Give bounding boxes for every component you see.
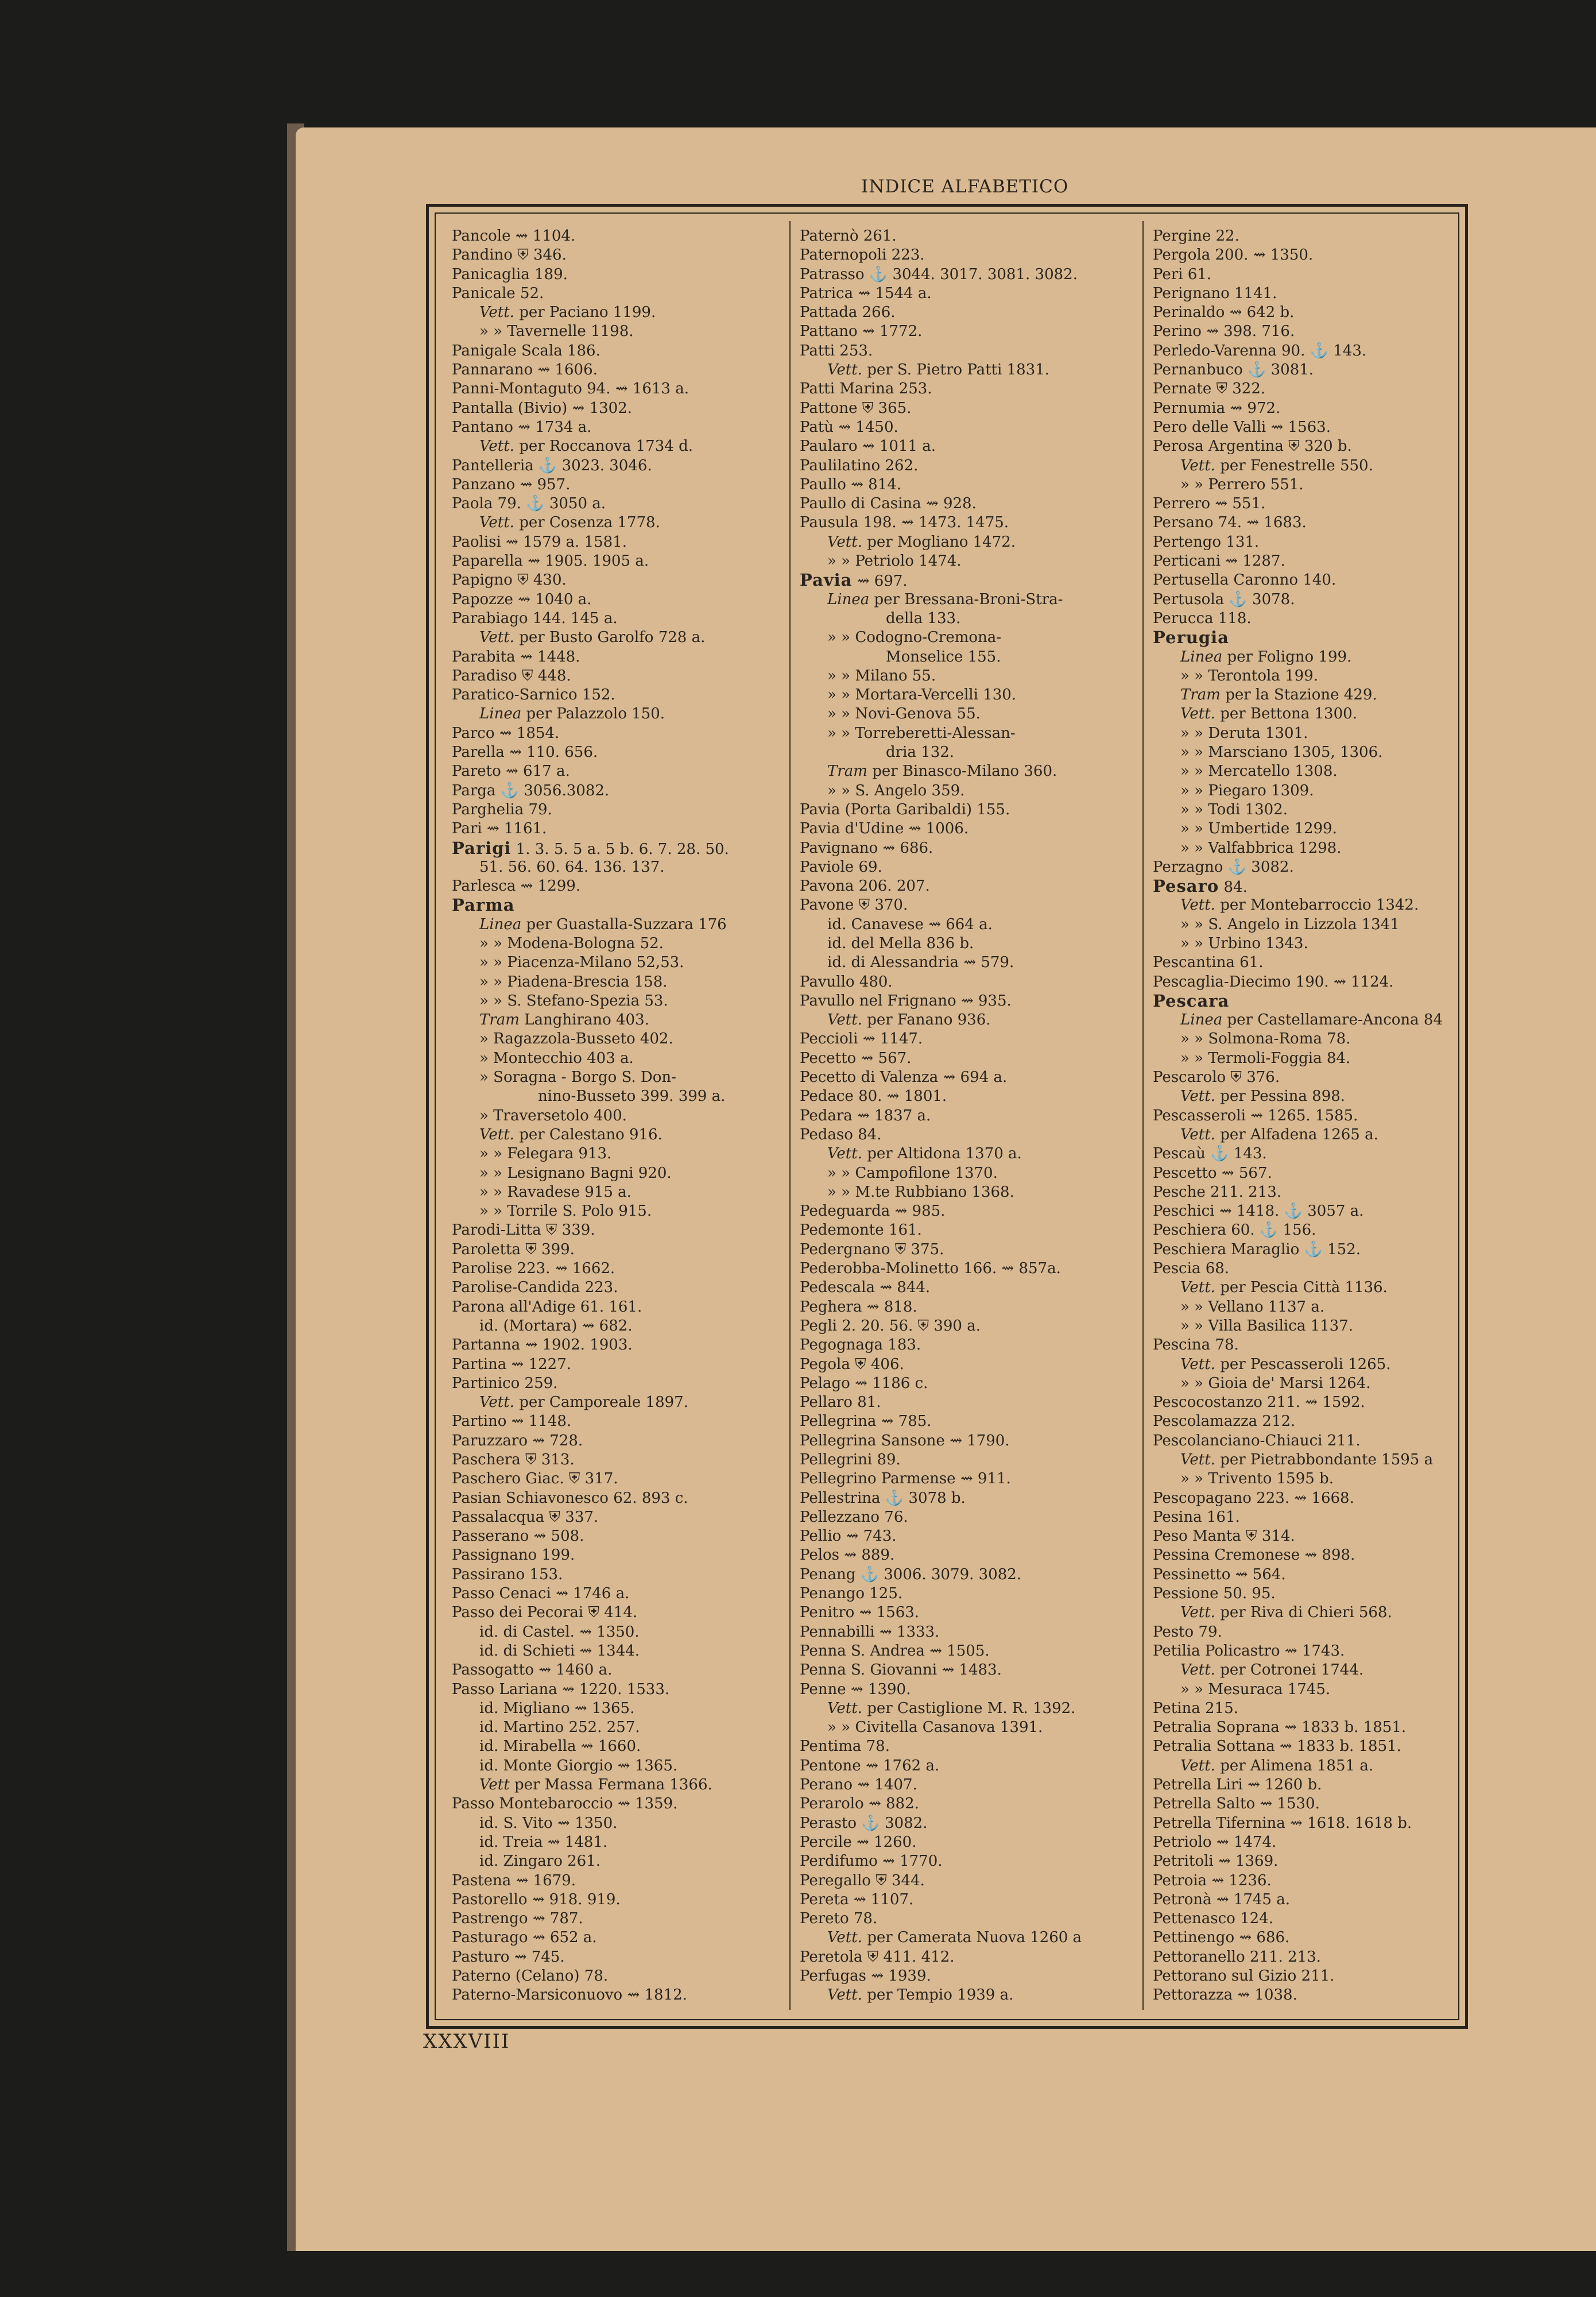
index-entry: » Ragazzola-Busseto 402. xyxy=(479,1030,673,1048)
index-entry: Pescolanciano-Chiauci 211. xyxy=(1153,1432,1361,1449)
index-entry: Pedemonte 161. xyxy=(800,1221,922,1239)
index-entry: Paschera ⛨ 313. xyxy=(452,1451,575,1468)
index-entry: Tram per Binasco-Milano 360. xyxy=(827,763,1057,780)
index-entry: Pancole ⇝ 1104. xyxy=(452,227,576,245)
index-entry: Pertusella Caronno 140. xyxy=(1153,571,1337,589)
index-entry: Pescolamazza 212. xyxy=(1153,1413,1296,1430)
index-entry: » Montecchio 403 a. xyxy=(479,1049,634,1067)
index-entry: Peschici ⇝ 1418. ⚓ 3057 a. xyxy=(1153,1202,1364,1220)
index-entry: Penne ⇝ 1390. xyxy=(800,1680,911,1698)
index-entry: Penna S. Giovanni ⇝ 1483. xyxy=(800,1661,1002,1679)
index-entry: Vett. per Alimena 1851 a. xyxy=(1180,1757,1374,1774)
index-entry: Tram per la Stazione 429. xyxy=(1180,686,1377,704)
index-entry: » » S. Angelo 359. xyxy=(827,782,965,799)
index-entry: Pessione 50. 95. xyxy=(1153,1585,1276,1603)
index-entry: Paolisi ⇝ 1579 a. 1581. xyxy=(452,533,627,551)
index-entry: Passo Montebaroccio ⇝ 1359. xyxy=(452,1795,678,1813)
index-entry: Pavignano ⇝ 686. xyxy=(800,839,933,857)
index-entry: Pergine 22. xyxy=(1153,227,1239,245)
index-entry: Pescia 68. xyxy=(1153,1260,1230,1278)
index-entry: Linea per Foligno 199. xyxy=(1180,648,1352,666)
index-entry: Perucca 118. xyxy=(1153,609,1252,627)
index-entry: » Traversetolo 400. xyxy=(479,1107,627,1124)
index-entry: Pernate ⛨ 322. xyxy=(1153,380,1266,398)
index-entry: Pavona 206. 207. xyxy=(800,877,930,895)
index-entry: nino-Busseto 399. 399 a. xyxy=(538,1088,726,1105)
index-entry: Percile ⇝ 1260. xyxy=(800,1833,917,1851)
index-entry: Pellegrina ⇝ 785. xyxy=(800,1413,932,1430)
index-entry: » » Petriolo 1474. xyxy=(827,552,962,570)
index-entry: » » S. Angelo in Lizzola 1341 xyxy=(1180,915,1400,933)
index-entry: Vett. per Cotronei 1744. xyxy=(1180,1661,1364,1679)
index-entry: Passignano 199. xyxy=(452,1546,575,1564)
index-entry: Pettenasco 124. xyxy=(1153,1910,1273,1928)
index-entry: Pantano ⇝ 1734 a. xyxy=(452,418,592,436)
index-entry: Pari ⇝ 1161. xyxy=(452,820,547,838)
index-entry: Pedara ⇝ 1837 a. xyxy=(800,1107,931,1124)
index-entry: id. (Mortara) ⇝ 682. xyxy=(479,1317,633,1335)
index-entry: Pegognaga 183. xyxy=(800,1336,921,1354)
index-entry: Petriolo ⇝ 1474. xyxy=(1153,1833,1277,1851)
index-entry: Paterno (Celano) 78. xyxy=(452,1967,609,1985)
index-entry: Vett. per Fanano 936. xyxy=(827,1011,991,1029)
index-entry: Paschero Giac. ⛨ 317. xyxy=(452,1470,618,1488)
index-entry: Passo Lariana ⇝ 1220. 1533. xyxy=(452,1680,670,1698)
index-entry: Pasturago ⇝ 652 a. xyxy=(452,1929,597,1947)
index-entry: Linea per Bressana-Broni-Stra- xyxy=(827,590,1063,608)
index-entry: Pessina Cremonese ⇝ 898. xyxy=(1153,1546,1355,1564)
index-entry: Paterno-Marsiconuovo ⇝ 1812. xyxy=(452,1986,687,2004)
index-entry: Pasturo ⇝ 745. xyxy=(452,1948,565,1966)
index-column-3 xyxy=(1153,227,1454,2005)
index-entry: Pelago ⇝ 1186 c. xyxy=(800,1374,928,1392)
index-entry: Pecetto ⇝ 567. xyxy=(800,1049,912,1067)
index-entry: Pescaglia-Diecimo 190. ⇝ 1124. xyxy=(1153,973,1394,991)
index-entry: Pegli 2. 20. 56. ⛨ 390 a. xyxy=(800,1317,981,1335)
index-entry: Perticani ⇝ 1287. xyxy=(1153,552,1285,570)
index-entry: » » Gioia de' Marsi 1264. xyxy=(1180,1374,1371,1392)
index-entry: Penang ⚓ 3006. 3079. 3082. xyxy=(800,1565,1022,1583)
index-entry: Pescaù ⚓ 143. xyxy=(1153,1145,1267,1163)
index-entry: Parigi 1. 3. 5. 5 a. 5 b. 6. 7. 28. 50. xyxy=(452,838,729,858)
index-entry: Passirano 153. xyxy=(452,1565,563,1583)
index-entry: id. di Castel. ⇝ 1350. xyxy=(479,1623,640,1641)
index-entry: Pantalla (Bivio) ⇝ 1302. xyxy=(452,399,633,417)
index-entry: Parolise-Candida 223. xyxy=(452,1279,618,1297)
index-entry: Partina ⇝ 1227. xyxy=(452,1355,572,1373)
index-entry: Peghera ⇝ 818. xyxy=(800,1298,917,1316)
index-entry: Pellezzano 76. xyxy=(800,1508,908,1526)
index-entry: » » Villa Basilica 1137. xyxy=(1180,1317,1354,1335)
index-entry: Petralia Sottana ⇝ 1833 b. 1851. xyxy=(1153,1738,1401,1755)
index-entry: Vett. per Roccanova 1734 d. xyxy=(479,438,693,455)
index-entry: id. Martino 252. 257. xyxy=(479,1719,640,1737)
index-entry: » » Milano 55. xyxy=(827,667,936,685)
index-entry: Pentone ⇝ 1762 a. xyxy=(800,1757,940,1774)
index-entry: Monselice 155. xyxy=(886,648,1001,666)
index-entry: Vett. per Pessina 898. xyxy=(1180,1088,1346,1105)
index-entry: Linea per Palazzolo 150. xyxy=(479,705,665,723)
index-entry: 51. 56. 60. 64. 136. 137. xyxy=(479,858,665,876)
index-entry: » » Tavernelle 1198. xyxy=(479,323,634,341)
index-entry: » » Ravadese 915 a. xyxy=(479,1183,632,1201)
index-entry: id. Zingaro 261. xyxy=(479,1853,601,1870)
index-entry: Paullo ⇝ 814. xyxy=(800,475,902,493)
index-entry: Petilia Policastro ⇝ 1743. xyxy=(1153,1642,1345,1660)
page-number: XXXVIII xyxy=(423,2030,510,2053)
index-entry: Perignano 1141. xyxy=(1153,284,1277,302)
index-column-1 xyxy=(452,227,785,2005)
index-entry: » » Vellano 1137 a. xyxy=(1180,1298,1325,1316)
index-entry: » » M.te Rubbiano 1368. xyxy=(827,1183,1014,1201)
index-entry: Pescantina 61. xyxy=(1153,954,1264,972)
index-entry: Pellegrina Sansone ⇝ 1790. xyxy=(800,1432,1010,1449)
index-entry: Pentima 78. xyxy=(800,1738,890,1755)
index-entry: Pettorazza ⇝ 1038. xyxy=(1153,1986,1297,2004)
index-entry: » » Piegaro 1309. xyxy=(1180,782,1314,799)
index-entry: Pastena ⇝ 1679. xyxy=(452,1871,576,1889)
index-entry: » » Mortara-Vercelli 130. xyxy=(827,686,1017,704)
index-entry: » » Todi 1302. xyxy=(1180,801,1288,818)
index-entry: » » Urbino 1343. xyxy=(1180,934,1308,952)
index-entry: id. di Schieti ⇝ 1344. xyxy=(479,1642,640,1660)
index-entry: Perledo-Varenna 90. ⚓ 143. xyxy=(1153,342,1367,359)
index-entry: Parolise 223. ⇝ 1662. xyxy=(452,1260,615,1278)
index-entry: Vett. per Pietrabbondante 1595 a xyxy=(1180,1451,1434,1468)
index-entry: Parma xyxy=(452,895,515,915)
index-entry: Pescocostanzo 211. ⇝ 1592. xyxy=(1153,1394,1365,1412)
index-entry: Pesaro 84. xyxy=(1153,876,1248,896)
index-entry: Perrero ⇝ 551. xyxy=(1153,495,1266,513)
index-entry: » » Codogno-Cremona- xyxy=(827,629,1002,647)
index-entry: id. Treia ⇝ 1481. xyxy=(479,1833,608,1851)
index-entry: Pattano ⇝ 1772. xyxy=(800,323,923,341)
index-entry: Peschiera 60. ⚓ 156. xyxy=(1153,1221,1316,1239)
index-entry: Vett. per Montebarroccio 1342. xyxy=(1180,896,1419,914)
index-entry: Vett. per Riva di Chieri 568. xyxy=(1180,1604,1392,1622)
index-entry: Pertengo 131. xyxy=(1153,533,1260,551)
index-entry: Parco ⇝ 1854. xyxy=(452,724,560,742)
index-entry: Vett. per S. Pietro Patti 1831. xyxy=(827,361,1050,379)
index-entry: Passo dei Pecorai ⛨ 414. xyxy=(452,1604,638,1622)
index-entry: Panicaglia 189. xyxy=(452,265,568,283)
index-entry: Pausula 198. ⇝ 1473. 1475. xyxy=(800,514,1009,532)
index-entry: Linea per Guastalla-Suzzara 176 xyxy=(479,915,727,933)
index-entry: id. Mirabella ⇝ 1660. xyxy=(479,1738,641,1755)
index-entry: Petronà ⇝ 1745 a. xyxy=(1153,1890,1291,1908)
index-entry: Perino ⇝ 398. 716. xyxy=(1153,323,1295,341)
index-entry: Perasto ⚓ 3082. xyxy=(800,1814,928,1832)
index-entry: Partinico 259. xyxy=(452,1374,558,1392)
index-entry: Pesina 161. xyxy=(1153,1508,1240,1526)
index-entry: Partanna ⇝ 1902. 1903. xyxy=(452,1336,633,1354)
index-entry: » » Novi-Genova 55. xyxy=(827,705,981,723)
index-entry: Vett per Massa Fermana 1366. xyxy=(479,1776,712,1794)
index-entry: » » Deruta 1301. xyxy=(1180,724,1308,742)
index-entry: Peretola ⛨ 411. 412. xyxy=(800,1948,955,1966)
index-entry: Panigale Scala 186. xyxy=(452,342,601,359)
index-entry: » » Modena-Bologna 52. xyxy=(479,934,664,952)
index-entry: Vett. per Busto Garolfo 728 a. xyxy=(479,629,706,647)
index-entry: Vett. per Paciano 1199. xyxy=(479,304,656,322)
index-entry: Paratico-Sarnico 152. xyxy=(452,686,615,704)
index-entry: Vett. per Calestano 916. xyxy=(479,1126,663,1143)
index-entry: Pavullo nel Frignano ⇝ 935. xyxy=(800,992,1012,1010)
index-entry: » » Trivento 1595 b. xyxy=(1180,1470,1334,1488)
index-entry: Pastrengo ⇝ 787. xyxy=(452,1910,583,1928)
index-entry: Perano ⇝ 1407. xyxy=(800,1776,917,1794)
index-entry: » » Perrero 551. xyxy=(1180,475,1304,493)
index-entry: Perfugas ⇝ 1939. xyxy=(800,1967,931,1985)
index-entry: Panicale 52. xyxy=(452,284,544,302)
index-entry: id. Migliano ⇝ 1365. xyxy=(479,1699,635,1717)
index-entry: Pedace 80. ⇝ 1801. xyxy=(800,1088,947,1105)
index-entry: Perugia xyxy=(1153,628,1229,648)
index-entry: Pattada 266. xyxy=(800,304,896,322)
index-entry: Pasian Schiavonesco 62. 893 c. xyxy=(452,1489,688,1507)
index-entry: Parabiago 144. 145 a. xyxy=(452,609,618,627)
index-entry: Paola 79. ⚓ 3050 a. xyxy=(452,495,606,513)
index-entry: Perdifumo ⇝ 1770. xyxy=(800,1853,943,1870)
index-entry: Pellestrina ⚓ 3078 b. xyxy=(800,1489,966,1507)
index-entry: Panni-Montaguto 94. ⇝ 1613 a. xyxy=(452,380,689,398)
index-entry: Parabita ⇝ 1448. xyxy=(452,648,580,666)
index-entry: Patrica ⇝ 1544 a. xyxy=(800,284,932,302)
index-entry: Parodi-Litta ⛨ 339. xyxy=(452,1221,595,1239)
index-entry: Penna S. Andrea ⇝ 1505. xyxy=(800,1642,990,1660)
index-entry: Pereta ⇝ 1107. xyxy=(800,1890,914,1908)
index-entry: Pescina 78. xyxy=(1153,1336,1239,1354)
index-entry: Linea per Castellamare-Ancona 84 xyxy=(1180,1011,1443,1029)
index-entry: Passerano ⇝ 508. xyxy=(452,1528,584,1545)
index-entry: Perosa Argentina ⛨ 320 b. xyxy=(1153,438,1352,455)
index-entry: Parella ⇝ 110. 656. xyxy=(452,744,598,761)
index-entry: » » Valfabbrica 1298. xyxy=(1180,839,1342,857)
index-entry: Pavone ⛨ 370. xyxy=(800,896,908,914)
index-entry: Pellegrini 89. xyxy=(800,1451,901,1468)
index-entry: Pescarolo ⛨ 376. xyxy=(1153,1069,1280,1086)
index-entry: Vett. per Mogliano 1472. xyxy=(827,533,1016,551)
index-entry: Passo Cenaci ⇝ 1746 a. xyxy=(452,1585,630,1603)
index-entry: Vett. per Pescasseroli 1265. xyxy=(1180,1355,1391,1373)
index-entry: Pettorano sul Gizio 211. xyxy=(1153,1967,1335,1985)
index-entry: Paruzzaro ⇝ 728. xyxy=(452,1432,583,1449)
index-entry: Pettoranello 211. 213. xyxy=(1153,1948,1321,1966)
index-entry: » » Felegara 913. xyxy=(479,1145,612,1163)
index-entry: Patti 253. xyxy=(800,342,873,359)
index-entry: Perzagno ⚓ 3082. xyxy=(1153,858,1294,876)
index-entry: Petritoli ⇝ 1369. xyxy=(1153,1853,1279,1870)
index-entry: Parghelia 79. xyxy=(452,801,552,818)
index-entry: Patù ⇝ 1450. xyxy=(800,418,898,436)
index-entry: Pergola 200. ⇝ 1350. xyxy=(1153,246,1314,264)
index-entry: id. Canavese ⇝ 664 a. xyxy=(827,915,993,933)
running-header: INDICE ALFABETICO xyxy=(861,176,1069,197)
index-entry: Pescetto ⇝ 567. xyxy=(1153,1164,1272,1182)
index-entry: Vett. per Pescia Città 1136. xyxy=(1180,1279,1388,1297)
index-entry: » » Marsciano 1305, 1306. xyxy=(1180,744,1383,761)
index-entry: » » S. Stefano-Spezia 53. xyxy=(479,992,668,1010)
index-entry: Vett. per Cosenza 1778. xyxy=(479,514,660,532)
index-entry: Pedescala ⇝ 844. xyxy=(800,1279,931,1297)
index-entry: Vett. per Altidona 1370 a. xyxy=(827,1145,1022,1163)
index-entry: Vett. per Alfadena 1265 a. xyxy=(1180,1126,1378,1143)
index-entry: Perinaldo ⇝ 642 b. xyxy=(1153,304,1295,322)
index-entry: Pavullo 480. xyxy=(800,973,893,991)
index-entry: Vett. per Castiglione M. R. 1392. xyxy=(827,1699,1076,1717)
index-entry: Peri 61. xyxy=(1153,265,1212,283)
index-entry: » » Mercatello 1308. xyxy=(1180,763,1338,780)
index-entry: Pescopagano 223. ⇝ 1668. xyxy=(1153,1489,1354,1507)
index-entry: Panzano ⇝ 957. xyxy=(452,475,571,493)
index-entry: Paradiso ⛨ 448. xyxy=(452,667,571,685)
index-entry: Pattone ⛨ 365. xyxy=(800,399,912,417)
index-entry: Pavia ⇝ 697. xyxy=(800,570,908,590)
index-entry: Penango 125. xyxy=(800,1585,903,1603)
index-entry: Pescasseroli ⇝ 1265. 1585. xyxy=(1153,1107,1358,1124)
index-entry: Patti Marina 253. xyxy=(800,380,932,398)
index-entry: Pero delle Valli ⇝ 1563. xyxy=(1153,418,1331,436)
index-entry: » » Lesignano Bagni 920. xyxy=(479,1164,672,1182)
index-entry: Pessinetto ⇝ 564. xyxy=(1153,1565,1286,1583)
index-entry: Pecetto di Valenza ⇝ 694 a. xyxy=(800,1069,1008,1086)
index-entry: Vett. per Tempio 1939 a. xyxy=(827,1986,1014,2004)
index-entry: Paroletta ⛨ 399. xyxy=(452,1240,575,1258)
index-entry: » Soragna - Borgo S. Don- xyxy=(479,1069,676,1086)
index-entry: Vett. per Camerata Nuova 1260 a xyxy=(827,1929,1082,1947)
index-entry: Paviole 69. xyxy=(800,858,882,876)
index-entry: Parlesca ⇝ 1299. xyxy=(452,877,581,895)
index-entry: Passogatto ⇝ 1460 a. xyxy=(452,1661,613,1679)
index-entry: Peschiera Maraglio ⚓ 152. xyxy=(1153,1240,1361,1258)
index-entry: » » Mesuraca 1745. xyxy=(1180,1680,1331,1698)
index-column-2 xyxy=(800,227,1138,2005)
index-entry: Pastorello ⇝ 918. 919. xyxy=(452,1890,621,1908)
index-entry: Pandino ⛨ 346. xyxy=(452,246,567,264)
index-entry: Vett. per Bettona 1300. xyxy=(1180,705,1357,723)
index-entry: Pederobba-Molinetto 166. ⇝ 857a. xyxy=(800,1260,1061,1278)
index-entry: Pennabilli ⇝ 1333. xyxy=(800,1623,940,1641)
index-entry: Petralia Soprana ⇝ 1833 b. 1851. xyxy=(1153,1719,1407,1737)
index-entry: Peccioli ⇝ 1147. xyxy=(800,1030,923,1048)
index-entry: Pesto 79. xyxy=(1153,1623,1222,1641)
index-entry: Patrasso ⚓ 3044. 3017. 3081. 3082. xyxy=(800,265,1078,283)
index-entry: Pantelleria ⚓ 3023. 3046. xyxy=(452,457,652,474)
index-entry: Parga ⚓ 3056.3082. xyxy=(452,782,610,799)
index-entry: » » Solmona-Roma 78. xyxy=(1180,1030,1351,1048)
index-entry: Pedergnano ⛨ 375. xyxy=(800,1240,944,1258)
index-entry: Paternopoli 223. xyxy=(800,246,925,264)
index-entry: Petroia ⇝ 1236. xyxy=(1153,1871,1272,1889)
index-entry: Petrella Tifernina ⇝ 1618. 1618 b. xyxy=(1153,1814,1412,1832)
index-entry: Paparella ⇝ 1905. 1905 a. xyxy=(452,552,649,570)
index-entry: Pareto ⇝ 617 a. xyxy=(452,763,570,780)
index-entry: Petrella Liri ⇝ 1260 b. xyxy=(1153,1776,1322,1794)
index-entry: dria 132. xyxy=(886,744,955,761)
index-entry: Papozze ⇝ 1040 a. xyxy=(452,590,592,608)
index-entry: id. S. Vito ⇝ 1350. xyxy=(479,1814,618,1832)
index-entry: » » Torrile S. Polo 915. xyxy=(479,1202,652,1220)
index-entry: Petrella Salto ⇝ 1530. xyxy=(1153,1795,1320,1813)
index-entry: » » Umbertide 1299. xyxy=(1180,820,1337,838)
index-entry: Vett. per Fenestrelle 550. xyxy=(1180,457,1373,474)
index-entry: Pannarano ⇝ 1606. xyxy=(452,361,598,379)
index-entry: Pereto 78. xyxy=(800,1910,878,1928)
index-entry: » » Terontola 199. xyxy=(1180,667,1318,685)
index-entry: Pernanbuco ⚓ 3081. xyxy=(1153,361,1314,379)
index-entry: Paullo di Casina ⇝ 928. xyxy=(800,495,977,513)
index-entry: Perarolo ⇝ 882. xyxy=(800,1795,919,1813)
index-entry: Pellio ⇝ 743. xyxy=(800,1528,897,1545)
column-divider-1 xyxy=(789,221,791,2010)
index-entry: Vett. per Camporeale 1897. xyxy=(479,1394,688,1412)
index-entry: Pelos ⇝ 889. xyxy=(800,1546,895,1564)
index-entry: della 133. xyxy=(886,609,961,627)
index-entry: Tram Langhirano 403. xyxy=(479,1011,649,1029)
column-divider-2 xyxy=(1142,221,1144,2010)
index-entry: Pernumia ⇝ 972. xyxy=(1153,399,1281,417)
index-entry: Pavia (Porta Garibaldi) 155. xyxy=(800,801,1010,818)
index-entry: Penitro ⇝ 1563. xyxy=(800,1604,920,1622)
index-entry: Pesche 211. 213. xyxy=(1153,1183,1282,1201)
index-entry: » » Termoli-Foggia 84. xyxy=(1180,1049,1351,1067)
index-entry: Pellegrino Parmense ⇝ 911. xyxy=(800,1470,1011,1488)
index-entry: id. Monte Giorgio ⇝ 1365. xyxy=(479,1757,678,1774)
index-entry: Pellaro 81. xyxy=(800,1394,881,1412)
index-entry: Paularo ⇝ 1011 a. xyxy=(800,438,936,455)
index-entry: Peso Manta ⛨ 314. xyxy=(1153,1528,1295,1545)
index-entry: Paternò 261. xyxy=(800,227,897,245)
index-entry: Pegola ⛨ 406. xyxy=(800,1355,904,1373)
index-entry: Persano 74. ⇝ 1683. xyxy=(1153,514,1307,532)
index-entry: Passalacqua ⛨ 337. xyxy=(452,1508,599,1526)
index-entry: Peregallo ⛨ 344. xyxy=(800,1871,925,1889)
index-entry: Pertusola ⚓ 3078. xyxy=(1153,590,1295,608)
index-entry: Pettinengo ⇝ 686. xyxy=(1153,1929,1290,1947)
index-entry: » » Campofilone 1370. xyxy=(827,1164,998,1182)
index-entry: id. di Alessandria ⇝ 579. xyxy=(827,954,1014,972)
index-entry: id. del Mella 836 b. xyxy=(827,934,974,952)
index-entry: Pedaso 84. xyxy=(800,1126,882,1143)
index-entry: » » Torreberetti-Alessan- xyxy=(827,724,1016,742)
index-entry: » » Piacenza-Milano 52,53. xyxy=(479,954,684,972)
index-entry: Paulilatino 262. xyxy=(800,457,919,474)
index-entry: Pescara xyxy=(1153,991,1230,1011)
index-entry: Pedeguarda ⇝ 985. xyxy=(800,1202,946,1220)
index-entry: Partino ⇝ 1148. xyxy=(452,1413,572,1430)
index-entry: » » Civitella Casanova 1391. xyxy=(827,1719,1043,1737)
index-entry: Petina 215. xyxy=(1153,1699,1238,1717)
index-entry: » » Piadena-Brescia 158. xyxy=(479,973,668,991)
index-entry: Pavia d'Udine ⇝ 1006. xyxy=(800,820,969,838)
index-entry: Parona all'Adige 61. 161. xyxy=(452,1298,642,1316)
index-entry: Papigno ⛨ 430. xyxy=(452,571,567,589)
